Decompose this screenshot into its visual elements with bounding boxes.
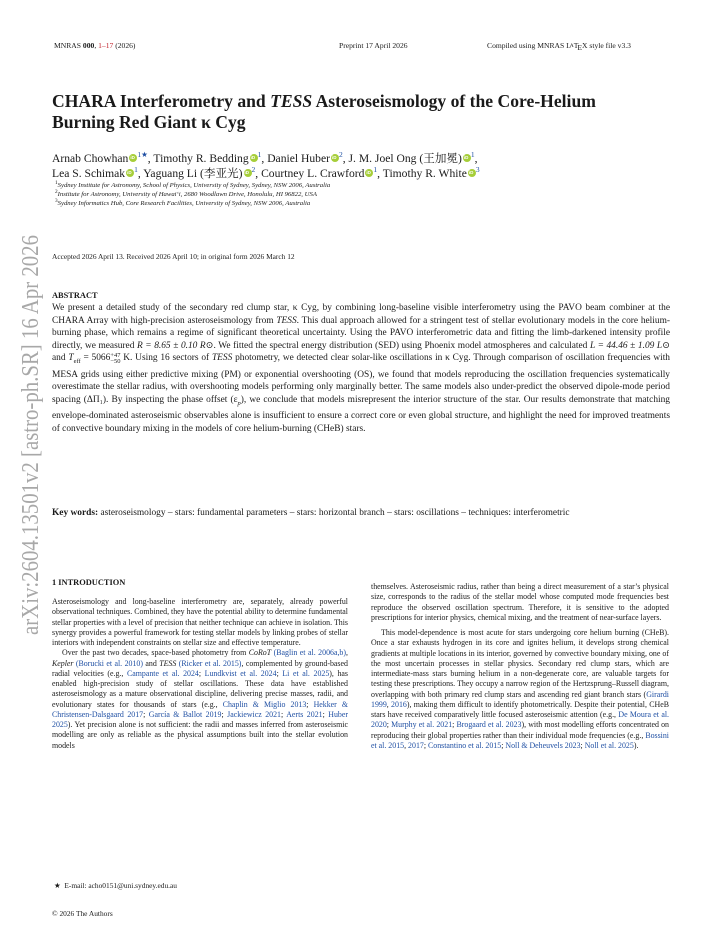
keywords: Key words: asteroseismology – stars: fundamental parameters – stars: horizontal branch – stars: oscillations – techniques: interferometric xyxy=(52,508,570,518)
paper-title: CHARA Interferometry and TESS Asteroseismology of the Core-Helium Burning Red Giant κ Cyg xyxy=(52,91,596,132)
citation-link[interactable]: Lundkvist et al. 2024 xyxy=(204,668,277,678)
citation-link[interactable]: De Moura et al. 2020 xyxy=(371,710,669,730)
citation-link[interactable]: Huber 2025 xyxy=(52,709,348,729)
citation-link[interactable]: Constantino et al. 2015 xyxy=(428,740,502,750)
copyright: © 2026 The Authors xyxy=(52,909,113,918)
running-header-compiled: Compiled using MNRAS LATEX style file v3.3 xyxy=(487,41,631,52)
citation-link[interactable]: Campante et al. 2024 xyxy=(126,668,199,678)
citation-link[interactable]: (Baglin et al. 2006a,b) xyxy=(273,648,347,658)
orcid-icon[interactable] xyxy=(244,169,252,177)
orcid-icon[interactable] xyxy=(126,169,134,177)
affiliation: $^1$Sydney Institute for Astronomy, School of Physics, University of Sydney, Sydney, NSW 2006, Australia xyxy=(55,179,331,189)
abstract-heading: ABSTRACT xyxy=(52,291,98,300)
body-column-left xyxy=(52,597,348,751)
body-column-right xyxy=(371,582,669,751)
citation-link[interactable]: (Ricker et al. 2015) xyxy=(178,658,242,668)
author-list: Arnab ChowhaniD $^{1★}$, Timothy R. BeddingiD $^1$, Daniel HuberiD $^2$, J. M. Joel Ong (王加冕)iD $^1$, Lea S. SchimakiD $^1$, Yaguang Li (李亚光)iD $^2$, Courtney L. CrawfordiD $^1$, Timothy R. WhiteiD $^3$ xyxy=(52,151,672,181)
paragraph: This model-dependence is most acute for stars undergoing core helium burning (CHeB). Once a star exhausts hydrogen in its core and ignites helium, it develops strong chemical gradients at multiple locations in its interior, governed by convective boundary mixing, one of the most uncertain processes in stellar physics. Secondary red clump stars, which are intermediate-mass stars burning helium in a non-degenerate core, are valuable targets for testing these prescriptions. They occupy a narrow region of the Hertzsprung–Russell diagram, overlapping with both primary red clump stars and ascending red giant branch stars (Girardi 1999, 2016), making them difficult to identify photometrically. Despite their potential, CHeB stars have received comparatively little focused asteroseismic attention (e.g., De Moura et al. 2020; Murphy et al. 2021; Brogaard et al. 2023), with most modelling efforts concentrated on reproducing their global properties rather than their individual mode frequencies (e.g., Bossini et al. 2015, 2017; Constantino et al. 2015; Noll & Deheuvels 2023; Noll et al. 2025). xyxy=(371,628,669,750)
orcid-icon[interactable] xyxy=(331,154,339,162)
author-name: Timothy R. White xyxy=(382,167,467,180)
paragraph: Asteroseismology and long-baseline interferometry are, separately, already powerful observational techniques. Combined, they have the potential ability to determine fundamental stellar properties with a level of precision that neither technique can achieve in isolation. This synergy provides a powerful framework for testing stellar models by linking probes of stellar interiors with independent constraints on stellar size and effective temperature. xyxy=(52,597,348,647)
citation-link[interactable]: Noll & Deheuvels 2023 xyxy=(505,740,581,750)
citation-link[interactable]: 2017 xyxy=(408,740,424,750)
author-name: Timothy R. Bedding xyxy=(153,152,249,165)
author-name: Arnab Chowhan xyxy=(52,152,129,165)
orcid-icon[interactable] xyxy=(468,169,476,177)
citation-link[interactable]: Noll et al. 2025 xyxy=(584,740,634,750)
page-range-link[interactable]: 1–17 xyxy=(98,41,114,50)
author-name: J. M. Joel Ong (王加冕) xyxy=(348,152,462,165)
citation-link[interactable]: Jackiewicz 2021 xyxy=(227,709,281,719)
arxiv-stamp-text: arXiv:2604.13501v2 [astro-ph.SR] 16 Apr 2026 xyxy=(17,233,44,635)
paragraph: themselves. Asteroseismic radius, rather than being a direct measurement of a star’s physical size, corresponds to the radius of the stellar model whose computed mode frequencies best reproduce the observed oscillation spectrum. Therefore, it is sensitive to the adopted prescriptions for interior physics, chemical mixing, and the treatment of near-surface layers. xyxy=(371,582,669,622)
abstract-body: We present a detailed study of the secondary red clump star, κ Cyg, by combining long-baseline visible interferometry using the PAVO beam combiner at the CHARA Array with high-precision asteroseismology from TESS. This dual approach allowed for a stringent test of stellar evolutionary models in the core helium-burning phase, which remains a regime of significant theoretical uncertainty. Using the PAVO interferometric data and fitting the limb-darkened intensity profile directly, we measured R = 8.65 ± 0.10 R⊙. We fitted the spectral energy distribution (SED) using Phoenix model atmospheres and calculated L = 44.46 ± 1.09 L⊙ and $T_{eff} = 5066+47$ −50 K. Using 16 sectors of TESS photometry, we detected clear solar-like oscillations in κ Cyg. Through comparison of oscillation frequencies with MESA grids using either predictive mixing (PM) or exponential overshooting (OS), we found that models reproducing the oscillation frequencies systematically overestimate the stellar radius, with overshooting models performing only marginally better. The same models also under-predict the observed dipole-mode period spacing (ΔΠ₁). By inspecting the phase offset $(\varepsilon_p)$, we conclude that models misrepresent the interior structure of the star. Our results demonstrate that matching envelope-dominated asteroseismic observables alone is insufficient to ensure a correct core or even global structure, and highlight the need for improved treatments of convective boundary mixing in the models of core helium-burning (CHeB) stars. xyxy=(52,303,670,434)
citation-link[interactable]: García & Ballot 2019 xyxy=(148,709,222,719)
affiliations xyxy=(55,181,675,209)
citation-link[interactable]: (Borucki et al. 2010) xyxy=(75,658,143,668)
footnote-email: ★ E-mail: acho0151@uni.sydney.edu.au xyxy=(54,881,177,890)
orcid-icon[interactable] xyxy=(463,154,471,162)
running-header-preprint: Preprint 17 April 2026 xyxy=(339,41,408,50)
citation-link[interactable]: Aerts 2021 xyxy=(286,709,323,719)
affiliation: $^2$Institute for Astronomy, University of Hawaiʻi, 2680 Woodlawn Drive, Honolulu, HI 96822, USA xyxy=(55,188,317,199)
affiliation: $^3$Sydney Informatics Hub, Core Research Facilities, University of Sydney, NSW 2006, Australia xyxy=(55,198,311,208)
citation-link[interactable]: Hekker & Christensen-Dalsgaard 2017 xyxy=(52,699,348,719)
author-name: Daniel Huber xyxy=(267,152,330,165)
submission-dates: Accepted 2026 April 13. Received 2026 April 10; in original form 2026 March 12 xyxy=(52,252,295,261)
running-header-journal: MNRAS 000, 1–17 (2026) xyxy=(54,41,136,50)
orcid-icon[interactable] xyxy=(129,154,137,162)
author-name: Courtney L. Crawford xyxy=(261,167,365,180)
citation-link[interactable]: 2016 xyxy=(391,699,407,709)
paragraph: Over the past two decades, space-based photometry from CoRoT (Baglin et al. 2006a,b), Kepler (Borucki et al. 2010) and TESS (Ricker et al. 2015), complemented by ground-based radial velocities (e.g., Campante et al. 2024; Lundkvist et al. 2024; Li et al. 2025), has enabled high-precision study of stellar oscillations. These data have established asteroseismology as a mature observational discipline, delivering precise masses, radii, and evolutionary states for thousands of stars (e.g., Chaplin & Miglio 2013; Hekker & Christensen-Dalsgaard 2017; García & Ballot 2019; Jackiewicz 2021; Aerts 2021; Huber 2025). Yet precision alone is not sufficient: the radii and masses inferred from asteroseismic modelling are only as reliable as the physical assumptions built into the stellar evolution models xyxy=(52,648,348,750)
author-name: Lea S. Schimak xyxy=(52,167,126,180)
citation-link[interactable]: Girardi 1999 xyxy=(371,689,669,709)
citation-link[interactable]: Li et al. 2025 xyxy=(282,668,330,678)
citation-link[interactable]: Chaplin & Miglio 2013 xyxy=(222,699,307,709)
citation-link[interactable]: Brogaard et al. 2023 xyxy=(456,720,522,730)
orcid-icon[interactable] xyxy=(365,169,373,177)
arxiv-stamp xyxy=(8,233,48,637)
citation-link[interactable]: Bossini et al. 2015 xyxy=(371,730,669,750)
citation-link[interactable]: Murphy et al. 2021 xyxy=(391,720,453,730)
orcid-icon[interactable] xyxy=(250,154,258,162)
section-heading-introduction: 1 INTRODUCTION xyxy=(52,578,126,587)
author-name: Yaguang Li (李亚光) xyxy=(143,167,243,180)
